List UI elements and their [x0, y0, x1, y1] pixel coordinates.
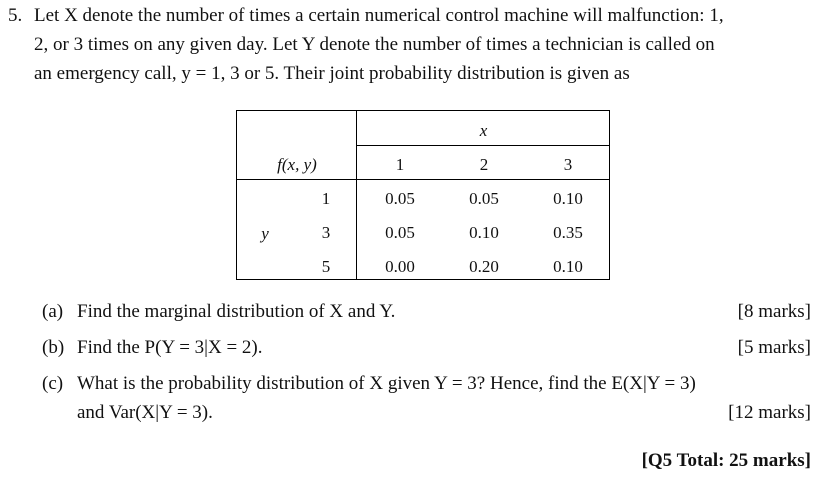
x-value-header: 2: [479, 155, 489, 174]
table-cell: 0.20: [469, 257, 499, 276]
table-cell: 0.35: [553, 223, 583, 242]
table-cell: 0.00: [385, 257, 415, 276]
table-cell: 0.10: [469, 223, 499, 242]
part-a-label: (a): [42, 301, 64, 322]
question-number: 5.: [8, 5, 23, 26]
part-b-text: Find the P(Y = 3|X = 2).: [77, 337, 263, 358]
x-value-header: 3: [563, 155, 573, 174]
part-a-marks: [8 marks]: [737, 301, 811, 322]
y-value-label: 3: [321, 223, 331, 242]
question-total-marks: [Q5 Total: 25 marks]: [641, 450, 811, 471]
question-stem-line-2: 2, or 3 times on any given day. Let Y denote the number of times a technician is called on: [34, 34, 715, 55]
table-cell: 0.05: [469, 189, 499, 208]
table-header-divider: [237, 179, 609, 180]
table-cell: 0.05: [385, 223, 415, 242]
table-cell: 0.10: [553, 257, 583, 276]
part-c-label: (c): [42, 373, 64, 394]
part-b-marks: [5 marks]: [737, 337, 811, 358]
joint-probability-table: [236, 110, 610, 280]
part-c-text-continued: and Var(X|Y = 3).: [77, 402, 213, 423]
part-b-label: (b): [42, 337, 65, 358]
part-c-marks: [12 marks]: [728, 402, 811, 423]
y-variable-label: y: [261, 224, 269, 243]
table-x-header-divider: [356, 145, 609, 146]
y-value-label: 1: [321, 189, 331, 208]
question-stem-line-1: Let X denote the number of times a certain numerical control machine will malfunction: 1,: [34, 5, 724, 26]
part-c-text: What is the probability distribution of X given Y = 3? Hence, find the E(X|Y = 3): [77, 373, 696, 394]
x-variable-label: x: [479, 121, 488, 140]
x-value-header: 1: [395, 155, 405, 174]
part-a-text: Find the marginal distribution of X and Y.: [77, 301, 396, 322]
y-value-label: 5: [321, 257, 331, 276]
question-stem-line-3: an emergency call, y = 1, 3 or 5. Their joint probability distribution is given as: [34, 63, 630, 84]
corner-label: f(x, y): [277, 155, 317, 174]
table-cell: 0.10: [553, 189, 583, 208]
table-cell: 0.05: [385, 189, 415, 208]
